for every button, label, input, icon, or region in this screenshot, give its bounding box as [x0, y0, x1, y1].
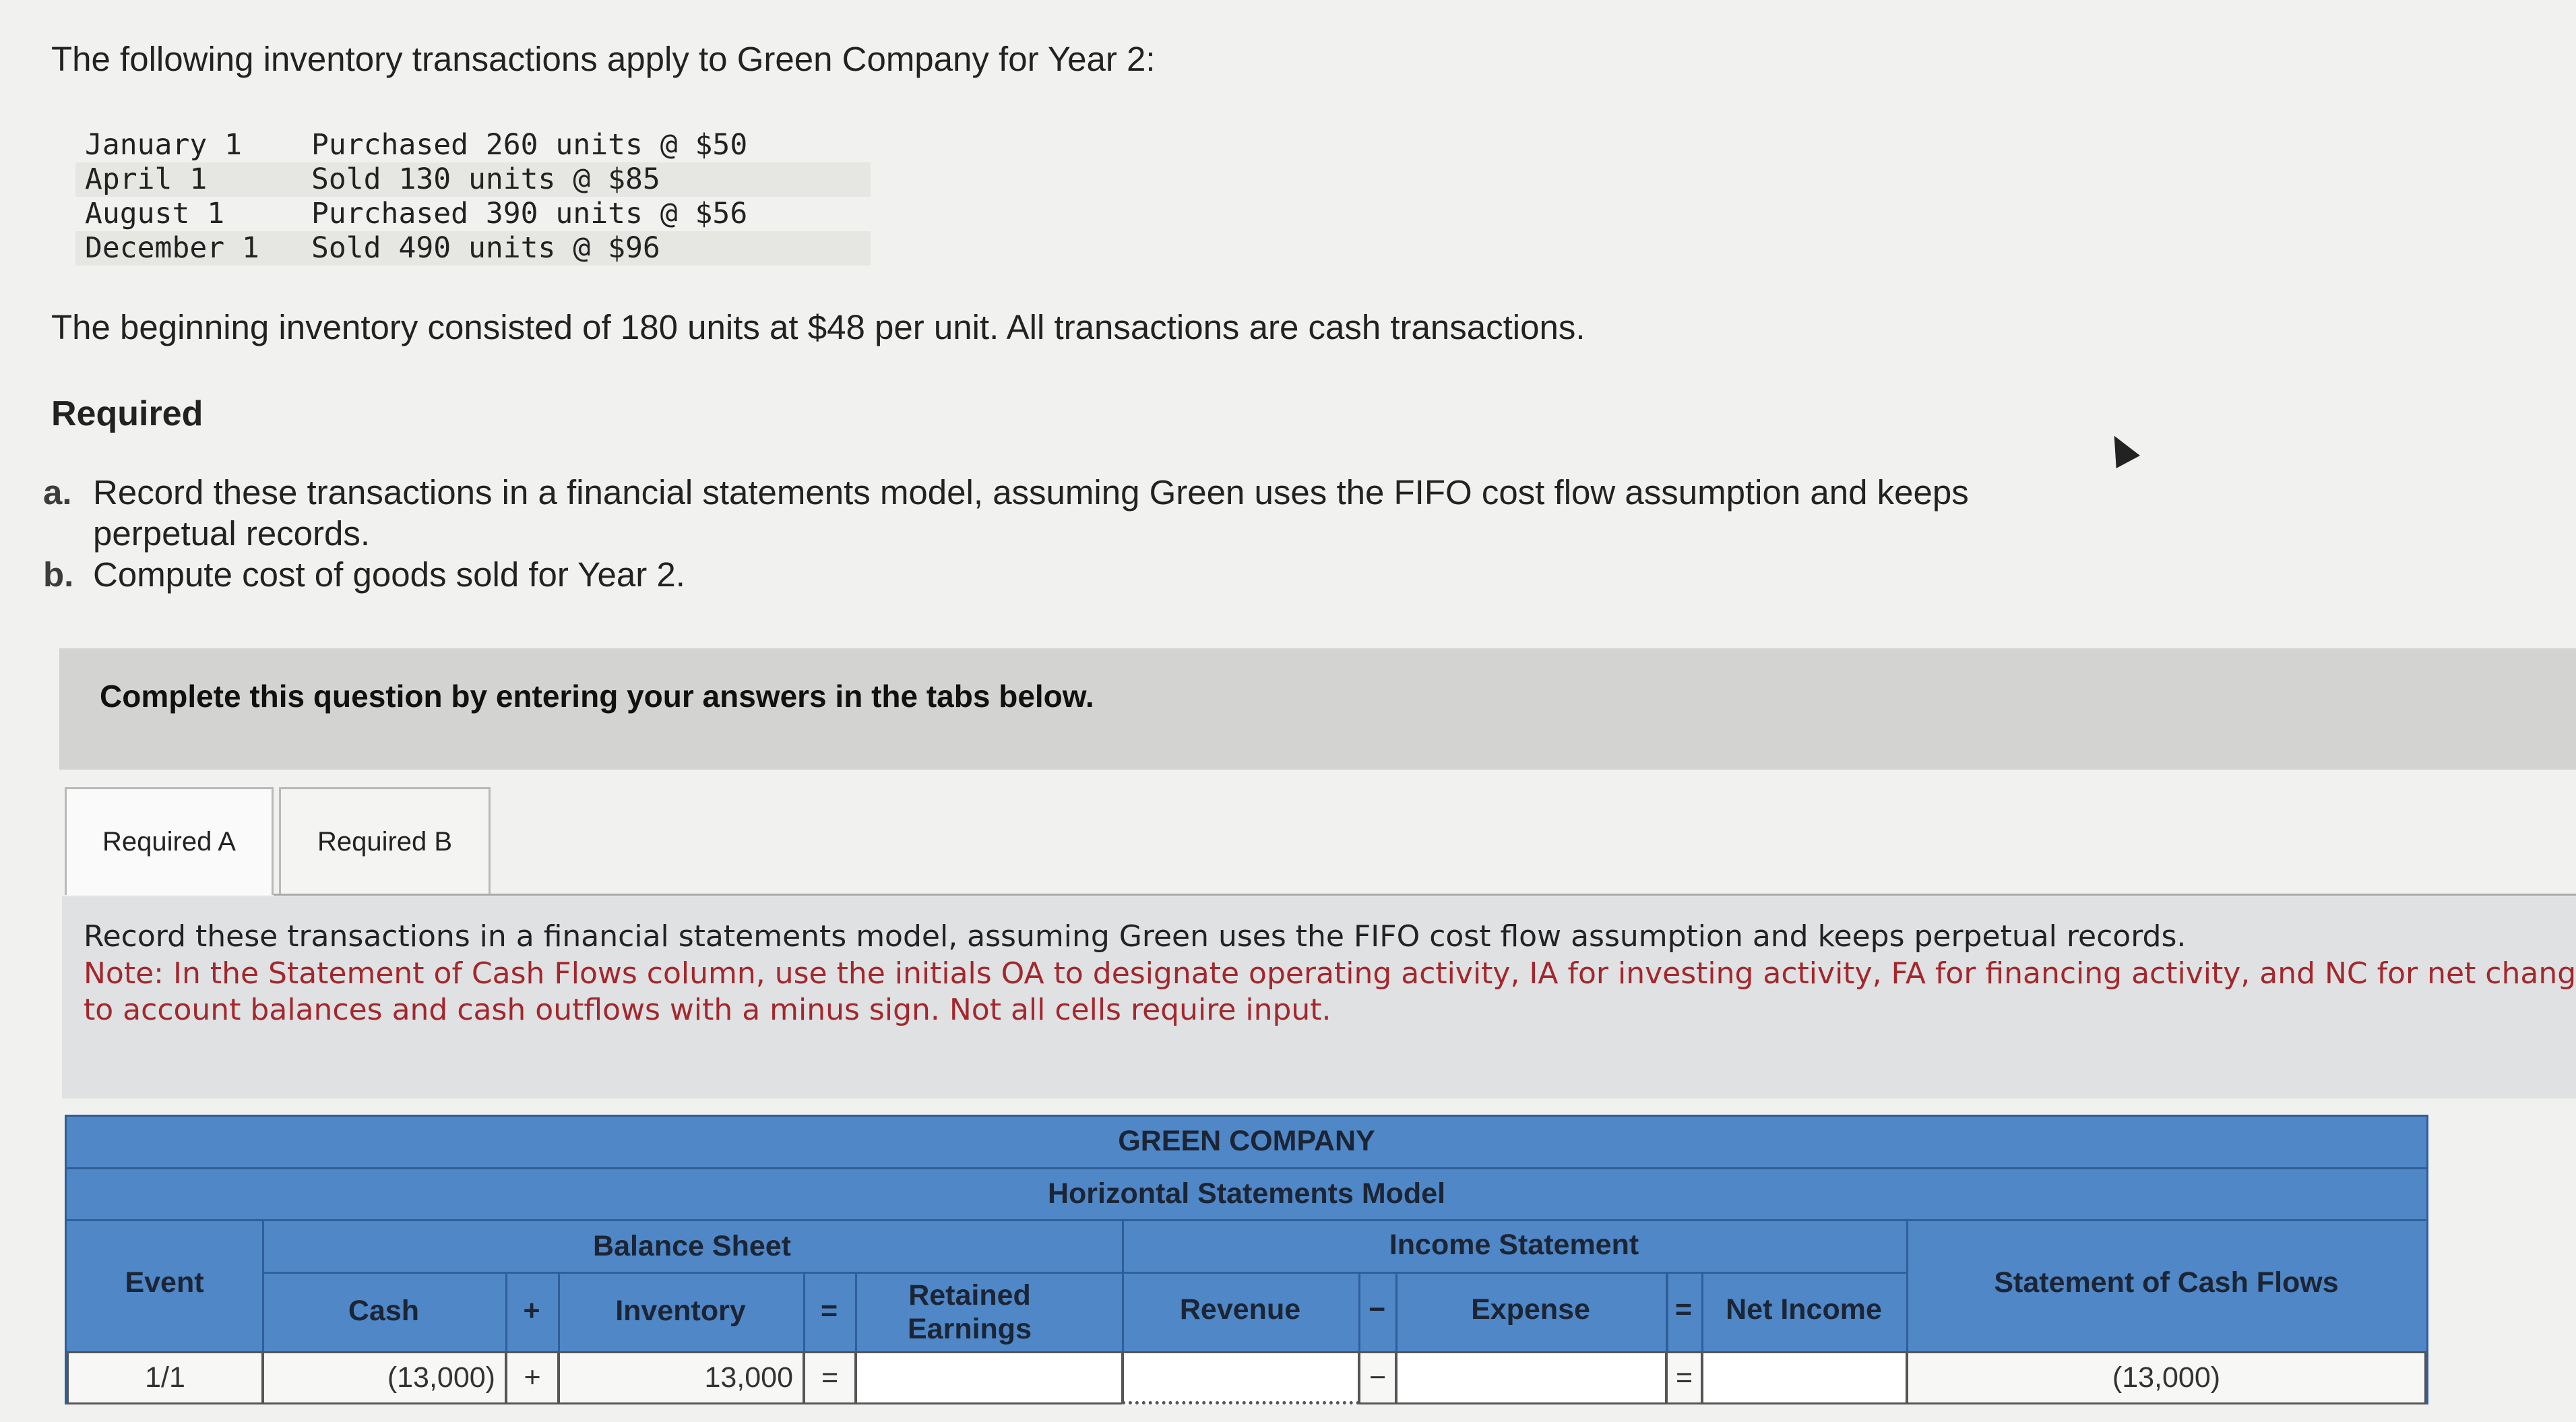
cash-cell: (13,000): [262, 1351, 507, 1404]
expense-input[interactable]: [1395, 1351, 1667, 1404]
requirement-text: Record these transactions in a financial statements model, assuming Green uses the FIFO cost flow assumption and keeps perpetual records.: [93, 473, 1969, 553]
cash-flows-cell: (13,000): [1906, 1351, 2426, 1404]
cash-header: Cash: [348, 1295, 420, 1327]
net-income-header: Net Income: [1726, 1293, 1882, 1326]
net-income-input[interactable]: [1701, 1351, 1908, 1404]
event-cell: 1/1: [67, 1351, 263, 1404]
table-row: [75, 162, 871, 197]
minus-header: −: [1368, 1293, 1386, 1326]
equals-operator: =: [803, 1351, 856, 1404]
table-row: [75, 128, 871, 162]
inventory-cell: 13,000: [558, 1351, 805, 1404]
beginning-inventory-text: The beginning inventory consisted of 180 units at $48 per unit. All transactions are cash transactions.: [51, 308, 1585, 346]
transaction-description: Sold 490 units @ $96: [302, 231, 871, 266]
statements-model-table: [65, 1115, 2428, 1404]
table-row: [75, 197, 871, 231]
panel-note: [84, 956, 2576, 1028]
transaction-date: December 1: [75, 231, 302, 266]
list-item: [43, 554, 2081, 595]
required-heading: Required: [51, 394, 203, 433]
requirement-letter: b.: [43, 555, 74, 594]
transaction-description: Purchased 390 units @ $56: [311, 197, 748, 230]
requirements-list: [43, 472, 2081, 595]
inventory-header: Inventory: [615, 1295, 746, 1327]
equals-operator: =: [1666, 1351, 1703, 1404]
revenue-input[interactable]: [1122, 1351, 1360, 1404]
note-line: to account balances and cash outflows with a minus sign. Not all cells require input.: [84, 993, 1331, 1027]
equals-header: =: [820, 1295, 838, 1327]
panel-instruction: Record these transactions in a financial statements model, assuming Green uses the FIFO cost flow assumption and keeps perpetual records.: [84, 919, 2187, 954]
requirement-text: Compute cost of goods sold for Year 2.: [93, 555, 685, 594]
tab-divider: [274, 894, 2576, 896]
cash-flows-header: Statement of Cash Flows: [1994, 1266, 2339, 1299]
problem-intro: The following inventory transactions apply to Green Company for Year 2:: [51, 40, 1156, 78]
minus-operator: −: [1358, 1351, 1397, 1404]
list-item: [43, 472, 2081, 554]
requirement-letter: a.: [43, 473, 72, 512]
transactions-table: [75, 128, 871, 266]
tab-required-b[interactable]: Required B: [279, 787, 491, 895]
transaction-date: April 1: [75, 162, 302, 197]
company-name: GREEN COMPANY: [1118, 1125, 1375, 1157]
balance-sheet-header: Balance Sheet: [593, 1230, 791, 1262]
tab-required-a[interactable]: Required A: [65, 787, 274, 895]
note-line: Note: In the Statement of Cash Flows column, use the initials OA to designate operating activity, IA for investing activity, FA for financing activity, and NC for net chang: [84, 956, 2576, 991]
income-statement-header: Income Statement: [1389, 1229, 1639, 1261]
model-title: Horizontal Statements Model: [1047, 1177, 1446, 1210]
plus-operator: +: [505, 1351, 559, 1404]
transaction-description: Sold 130 units @ $85: [302, 162, 871, 197]
banner-text: Complete this question by entering your answers in the tabs below.: [100, 679, 1094, 714]
revenue-header: Revenue: [1179, 1293, 1301, 1326]
table-row: [75, 231, 871, 266]
equals-header: =: [1674, 1293, 1693, 1326]
transaction-date: August 1: [85, 197, 225, 230]
expense-header: Expense: [1471, 1293, 1590, 1326]
retained-earnings-header: Retained Earnings: [908, 1279, 1032, 1345]
mouse-pointer-icon: [2102, 429, 2140, 468]
transaction-date: January 1: [85, 128, 242, 162]
event-header: Event: [125, 1266, 204, 1299]
transaction-description: Purchased 260 units @ $50: [311, 128, 748, 162]
retained-earnings-input[interactable]: [855, 1351, 1123, 1404]
plus-header: +: [523, 1295, 540, 1327]
